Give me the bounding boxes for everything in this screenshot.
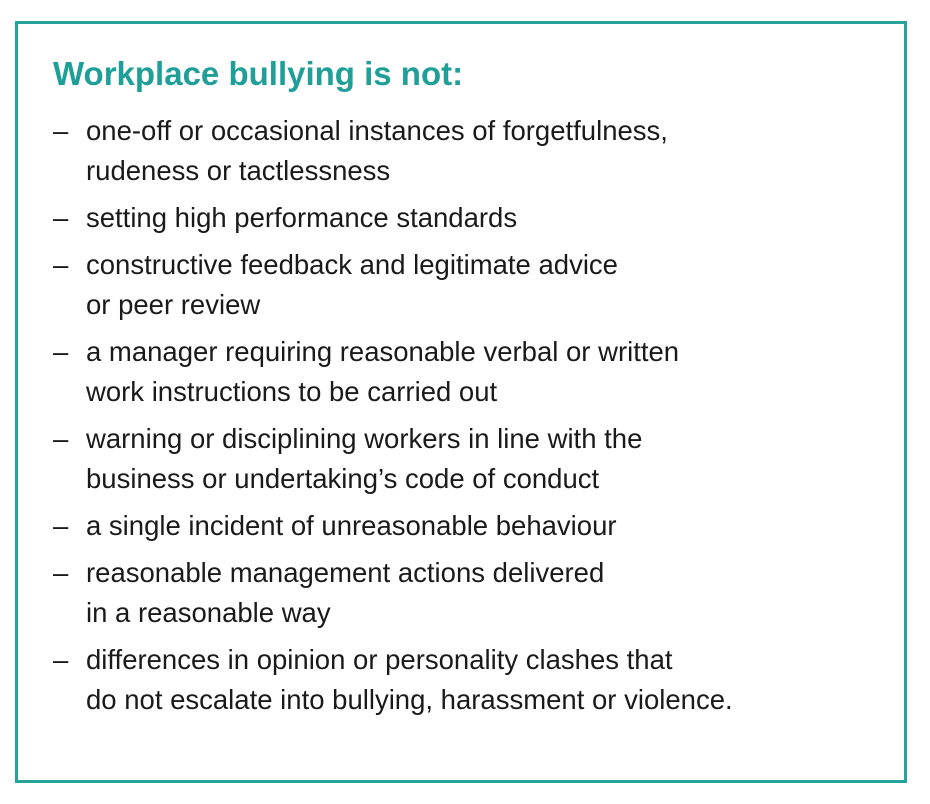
list-item-line: business or undertaking’s code of conduct (86, 463, 600, 494)
dash-bullet: – (53, 202, 69, 233)
dash-bullet: – (53, 423, 69, 454)
list-item-line: constructive feedback and legitimate advice (86, 249, 618, 280)
dash-bullet: – (53, 115, 69, 146)
list-item-line: warning or disciplining workers in line with the (86, 423, 643, 454)
list-item-line: or peer review (86, 289, 261, 320)
dash-bullet: – (53, 249, 69, 280)
list-item-line: a manager requiring reasonable verbal or written (86, 336, 680, 367)
list-item (53, 553, 883, 633)
dash-bullet: – (53, 510, 69, 541)
dash-bullet: – (53, 644, 69, 675)
list-item-line: differences in opinion or personality clashes that (86, 644, 673, 675)
list-item-line: in a reasonable way (86, 597, 331, 628)
list-item (53, 198, 883, 238)
dash-bullet: – (53, 336, 69, 367)
list-item-line: setting high performance standards (86, 202, 518, 233)
list-item-line: reasonable management actions delivered (86, 557, 605, 588)
box-title: Workplace bullying is not: (53, 55, 464, 92)
list-item (53, 111, 883, 191)
list-item-line: a single incident of unreasonable behaviour (86, 510, 617, 541)
not-bullying-list (53, 111, 883, 727)
list-item-line: one-off or occasional instances of forgetfulness, (86, 115, 668, 146)
list-item (53, 419, 883, 499)
list-item (53, 245, 883, 325)
list-item (53, 506, 883, 546)
list-item-line: work instructions to be carried out (86, 376, 498, 407)
list-item (53, 640, 883, 720)
list-item (53, 332, 883, 412)
dash-bullet: – (53, 557, 69, 588)
list-item-line: do not escalate into bullying, harassment or violence. (86, 684, 733, 715)
list-item-line: rudeness or tactlessness (86, 155, 391, 186)
